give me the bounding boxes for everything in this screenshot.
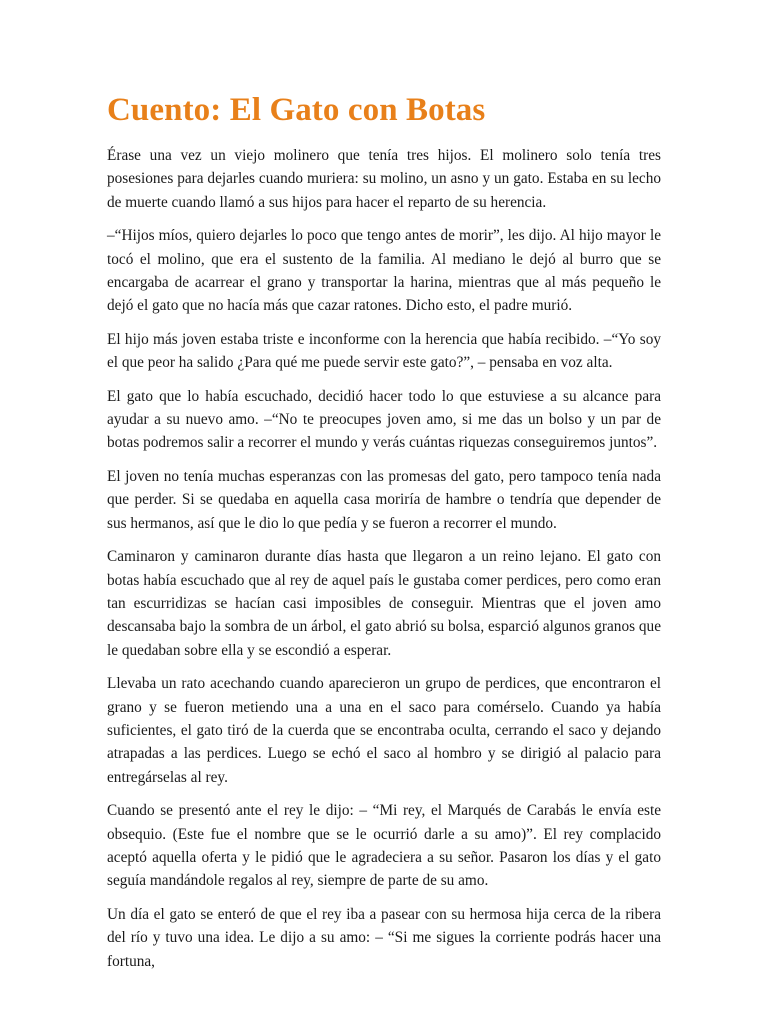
paragraph-7: Llevaba un rato acechando cuando aparecieron un grupo de perdices, que encontraron el grano y se fueron metiendo una a una en el saco para comérselo. Cuando ya había suficientes, el gato tiró de la cuerda que se encontraba oculta, cerrando el saco y dejando atrapadas a las perdices. Luego se echó el saco al hombro y se dirigió al palacio para entregárselas al rey. xyxy=(107,675,661,786)
page-title: Cuento: El Gato con Botas xyxy=(107,92,486,128)
paragraph-2: –“Hijos míos, quiero dejarles lo poco que tengo antes de morir”, les dijo. Al hijo mayor le tocó el molino, que era el sustento de la familia. Al mediano le dejó al burro que se encargaba de acarrear el grano y transportar la harina, mientras que al más pequeño le dejó el gato que no hacía más que cazar ratones. Dicho esto, el padre murió. xyxy=(107,227,661,315)
paragraph-1: Érase una vez un viejo molinero que tenía tres hijos. El molinero solo tenía tres posesiones para dejarles cuando muriera: su molino, un asno y un gato. Estaba en su lecho de muerte cuando llamó a sus hijos para hacer el reparto de su herencia. xyxy=(107,147,661,211)
paragraph-5: El joven no tenía muchas esperanzas con las promesas del gato, pero tampoco tenía nada que perder. Si se quedaba en aquella casa moriría de hambre o tendría que depender de sus hermanos, así que le dio lo que pedía y se fueron a recorrer el mundo. xyxy=(107,467,661,532)
paragraph-9: Un día el gato se enteró de que el rey iba a pasear con su hermosa hija cerca de la ribera del río y tuvo una idea. Le dijo a su amo: – “Si me sigues la corriente podrás hacer una fortuna, xyxy=(107,905,661,970)
document-body xyxy=(107,144,661,983)
paragraph-3: El hijo más joven estaba triste e inconforme con la herencia que había recibido. –“Yo soy el que peor ha salido ¿Para qué me puede servir este gato?”, – pensaba en voz alta. xyxy=(107,330,661,372)
paragraph-8: Cuando se presentó ante el rey le dijo: – “Mi rey, el Marqués de Carabás le envía este obsequio. (Este fue el nombre que se le ocurrió darle a su amo)”. El rey complacido aceptó aquella oferta y le pidió que le agradeciera a su señor. Pasaron los días y el gato seguía mandándole regalos al rey, siempre de parte de su amo. xyxy=(107,802,661,890)
paragraph-6: Caminaron y caminaron durante días hasta que llegaron a un reino lejano. El gato con botas había escuchado que al rey de aquel país le gustaba comer perdices, pero como eran tan escurridizas se hacían casi imposibles de conseguir. Mientras que el joven amo descansaba bajo la sombra de un árbol, el gato abrió su bolsa, esparció algunos granos que le quedaban sobre ella y se escondió a esperar. xyxy=(107,548,661,659)
paragraph-4: El gato que lo había escuchado, decidió hacer todo lo que estuviese a su alcance para ayudar a su nuevo amo. –“No te preocupes joven amo, si me das un bolso y un par de botas podremos salir a recorrer el mundo y verás cuántas riquezas conseguiremos juntos”. xyxy=(107,387,661,452)
